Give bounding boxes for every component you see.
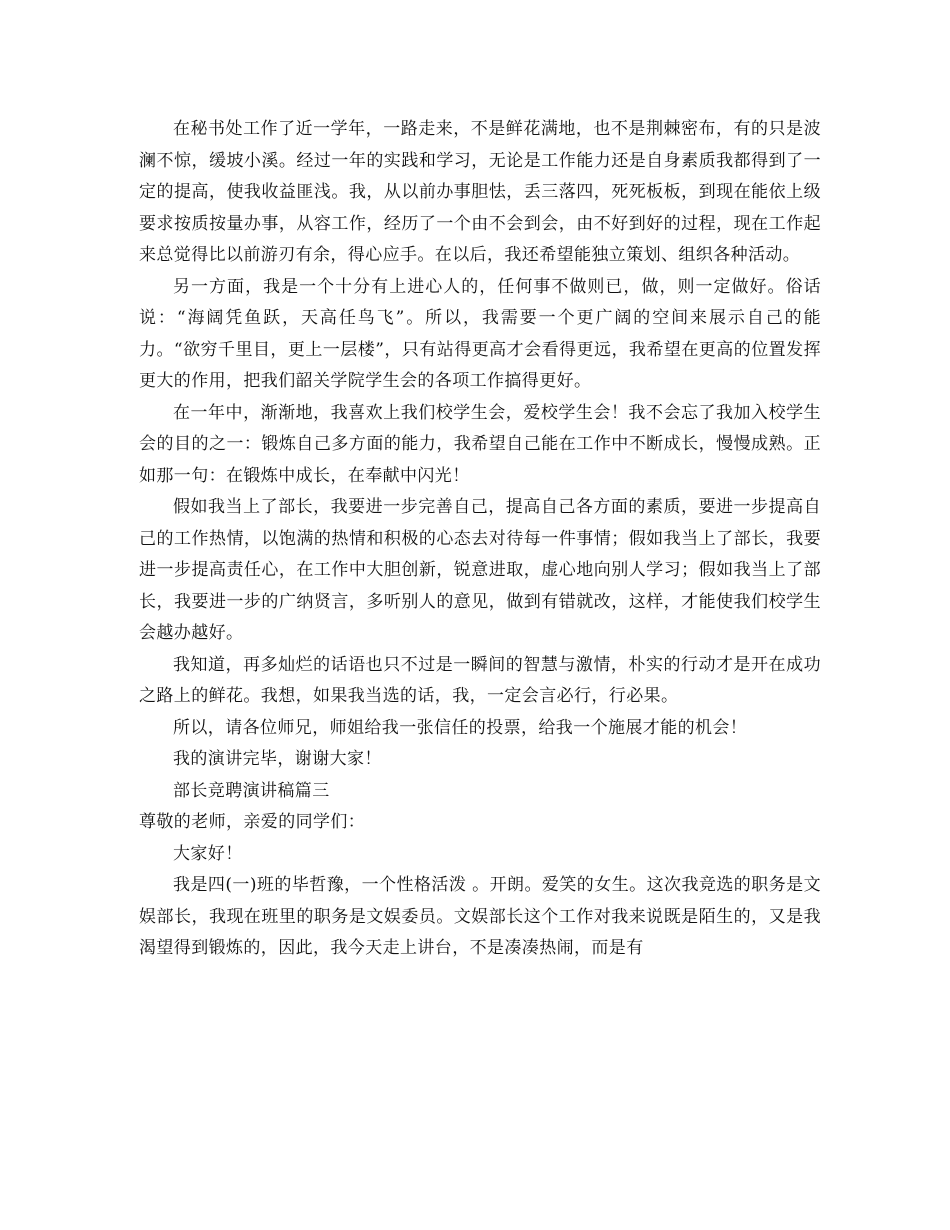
paragraph-4: 假如我当上了部长，我要进一步完善自己，提高自己各方面的素质，要进一步提高自己的工作热情，以饱满的热情和积极的心态去对待每一件事情；假如我当上了部长，我要进一步提高责任心，在工作中大胆创新，锐意进取，虚心地向别人学习；假如我当上了部长，我要进一步的广纳贤言，多听别人的意见，做到有错就改，这样，才能使我们校学生会越办越好。 <box>139 497 821 643</box>
greeting: 大家好！ <box>173 843 243 864</box>
document-body <box>139 114 821 965</box>
paragraph-3: 在一年中，渐渐地，我喜欢上我们校学生会，爱校学生会！我不会忘了我加入校学生会的目的之一：锻炼自己多方面的能力，我希望自己能在工作中不断成长，慢慢成熟。正如那一句：在锻炼中成长，在奉献中闪光！ <box>139 402 821 486</box>
paragraph-2: 另一方面，我是一个十分有上进心人的，任何事不做则已，做，则一定做好。俗话说：“海阔凭鱼跃，天高任鸟飞”。所以，我需要一个更广阔的空间来展示自己的能力。“欲穷千里目，更上一层楼”，只有站得更高才会看得更远，我希望在更高的位置发挥更大的作用，把我们韶关学院学生会的各项工作搞得更好。 <box>139 276 821 391</box>
paragraph-7: 我的演讲完毕，谢谢大家！ <box>173 749 382 769</box>
section-heading: 部长竞聘演讲稿篇三 <box>173 780 330 801</box>
paragraph-1: 在秘书处工作了近一学年，一路走来，不是鲜花满地，也不是荆棘密布，有的只是波澜不惊，缓坡小溪。经过一年的实践和学习，无论是工作能力还是自身素质我都得到了一定的提高，使我收益匪浅。我，从以前办事胆怯，丢三落四，死死板板，到现在能依上级要求按质按量办事，从容工作，经历了一个由不会到会，由不好到好的过程，现在工作起来总觉得比以前游刃有余，得心应手。在以后，我还希望能独立策划、组织各种活动。 <box>139 119 821 265</box>
paragraph-11: 我是四(一)班的毕哲豫，一个性格活泼 。开朗。爱笑的女生。这次我竞选的职务是文娱部长，我现在班里的职务是文娱委员。文娱部长这个工作对我来说既是陌生的，又是我渴望得到锻炼的，因此，我今天走上讲台，不是凑凑热闹，而是有 <box>139 875 821 958</box>
paragraph-6: 所以，请各位师兄，师姐给我一张信任的投票，给我一个施展才能的机会！ <box>173 717 748 738</box>
salutation: 尊敬的老师，亲爱的同学们： <box>139 812 366 832</box>
paragraph-5: 我知道，再多灿烂的话语也只不过是一瞬间的智慧与激情，朴实的行动才是开在成功之路上的鲜花。我想，如果我当选的话，我，一定会言必行，行必果。 <box>139 654 821 706</box>
